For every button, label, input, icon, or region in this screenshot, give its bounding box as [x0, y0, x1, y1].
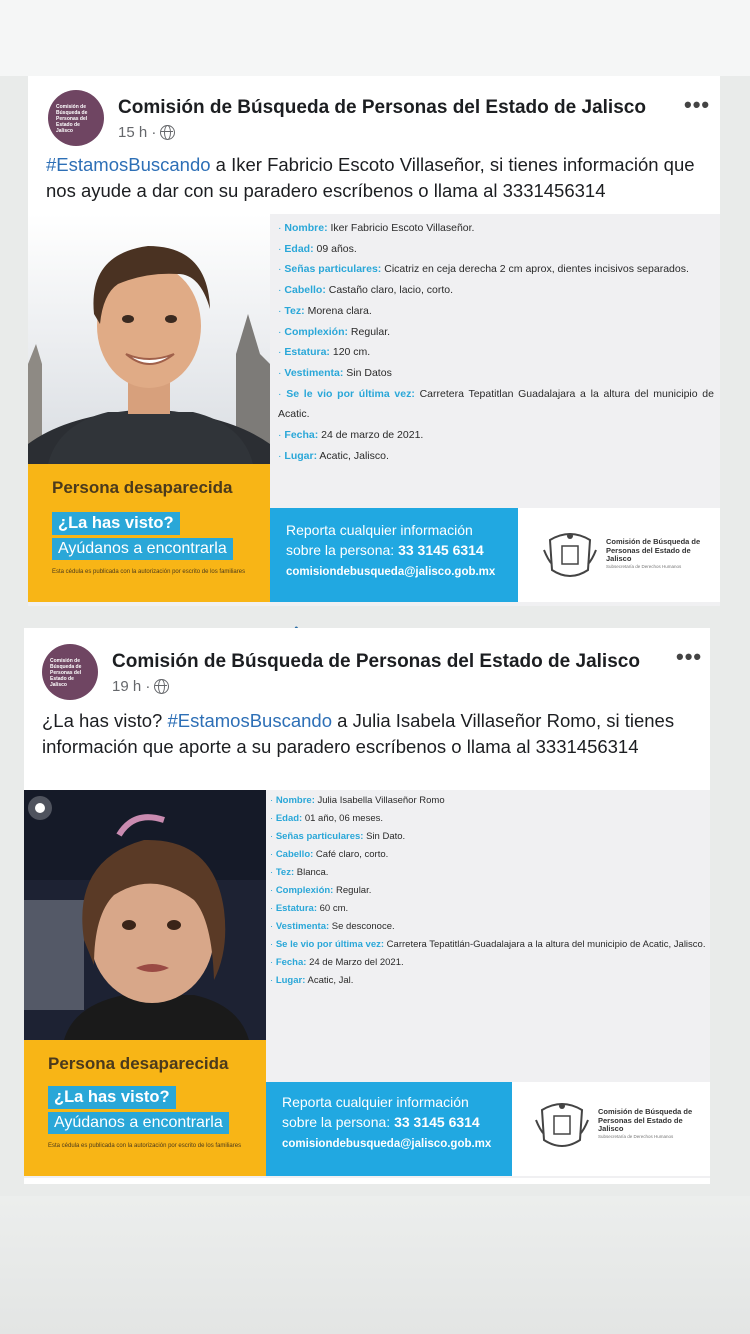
- detail-row: · Fecha: 24 de marzo de 2021.: [278, 429, 424, 442]
- logo-box: [512, 1082, 710, 1176]
- detail-row: · Se le vio por última vez: Carretera Tepatitlán-Guadalajara a la altura del municipio de Acatic, Jalisco.: [270, 939, 706, 950]
- post-text: [46, 152, 716, 204]
- globe-icon: [154, 679, 169, 694]
- person-photo: [28, 214, 270, 464]
- missing-banner: [28, 464, 270, 602]
- detail-row: · Se le vio por última vez: Carretera Tepatitlan Guadalajara a la altura del municipio de Acatic.: [278, 387, 714, 421]
- detail-row: · Tez: Morena clara.: [278, 304, 372, 317]
- detail-row: · Complexión: Regular.: [270, 885, 372, 896]
- report-line: Reporta cualquier información: [286, 522, 473, 538]
- question-label: ¿La has visto?: [48, 1086, 176, 1109]
- detail-row: · Vestimenta: Sin Datos: [278, 366, 392, 379]
- help-label: Ayúdanos a encontrarla: [52, 538, 233, 560]
- globe-icon: [160, 125, 175, 140]
- report-phone-line: sobre la persona: 33 3145 6314: [282, 1114, 480, 1130]
- missing-title: Persona desaparecida: [48, 1054, 229, 1073]
- detail-row: · Edad: 09 años.: [278, 242, 357, 255]
- detail-row: · Nombre: Julia Isabella Villaseñor Romo: [270, 795, 445, 806]
- report-box: [266, 1082, 512, 1176]
- post-meta: [118, 124, 175, 141]
- avatar-text: Comisión de Búsqueda de Personas del Estado de Jalisco: [50, 658, 82, 688]
- detail-row: · Lugar: Acatic, Jalisco.: [278, 449, 389, 462]
- detail-row: · Cabello: Café claro, corto.: [270, 849, 389, 860]
- report-phone-line: sobre la persona: 33 3145 6314: [286, 542, 484, 558]
- post-text-prefix: ¿La has visto?: [42, 710, 168, 731]
- missing-person-poster[interactable]: [24, 790, 710, 1178]
- more-options-icon[interactable]: •••: [676, 644, 703, 669]
- detail-row: · Señas particulares: Sin Dato.: [270, 831, 406, 842]
- report-line: Reporta cualquier información: [282, 1094, 469, 1110]
- person-details: [270, 792, 706, 990]
- post-card: [28, 76, 720, 606]
- report-phone[interactable]: 33 3145 6314: [398, 542, 484, 558]
- post-meta: [112, 678, 169, 695]
- help-label: Ayúdanos a encontrarla: [48, 1112, 229, 1134]
- page-avatar[interactable]: [48, 90, 104, 146]
- detail-row: · Estatura: 120 cm.: [278, 346, 371, 359]
- detail-row: · Fecha: 24 de Marzo del 2021.: [270, 957, 404, 968]
- missing-person-poster[interactable]: [28, 214, 720, 606]
- post-card: [24, 628, 710, 1184]
- avatar-text: Comisión de Búsqueda de Personas del Estado de Jalisco: [56, 104, 88, 134]
- report-email[interactable]: comisiondebusqueda@jalisco.gob.mx: [286, 566, 496, 578]
- page-avatar[interactable]: [42, 644, 98, 700]
- background: [0, 1196, 750, 1334]
- fine-print: Esta cédula es publicada con la autorización por escrito de los familiares: [52, 569, 246, 575]
- page-name[interactable]: Comisión de Búsqueda de Personas del Estado de Jalisco: [118, 97, 646, 118]
- detail-row: · Complexión: Regular.: [278, 325, 391, 338]
- logo-text: Comisión de Búsqueda de Personas del Estado de Jalisco Subsecretaría de Derechos Humanos: [598, 1107, 693, 1139]
- logo-box: [518, 508, 720, 602]
- hashtag-link[interactable]: #EstamosBuscando: [46, 154, 211, 175]
- more-options-icon[interactable]: •••: [684, 92, 711, 117]
- detail-row: · Señas particulares: Cicatriz en ceja derecha 2 cm aprox, dientes incisivos separados.: [278, 263, 689, 276]
- fine-print: Esta cédula es publicada con la autorización por escrito de los familiares: [48, 1143, 242, 1149]
- status-area: [0, 0, 750, 76]
- post-text-body: a Julia Isabela Villaseñor Romo, si tienes información que aporte a su paradero escríbenos o llama al 3331456314: [42, 710, 675, 757]
- detail-row: · Lugar: Acatic, Jal.: [270, 975, 354, 986]
- report-email[interactable]: comisiondebusqueda@jalisco.gob.mx: [282, 1138, 492, 1150]
- page-name[interactable]: Comisión de Búsqueda de Personas del Estado de Jalisco: [112, 651, 640, 672]
- person-details: [278, 218, 714, 466]
- post-time[interactable]: 15 h ·: [118, 124, 157, 141]
- missing-banner: [24, 1040, 266, 1176]
- missing-title: Persona desaparecida: [52, 478, 233, 497]
- person-photo: [24, 790, 266, 1040]
- detail-row: · Vestimenta: Se desconoce.: [270, 921, 395, 932]
- detail-row: · Nombre: Iker Fabricio Escoto Villaseñor.: [278, 222, 475, 234]
- logo-text: Comisión de Búsqueda de Personas del Estado de Jalisco Subsecretaría de Derechos Humanos: [606, 537, 701, 569]
- hashtag-link[interactable]: #EstamosBuscando: [167, 710, 332, 731]
- report-box: [270, 508, 518, 602]
- jalisco-seal-icon: [542, 530, 598, 582]
- detail-row: · Estatura: 60 cm.: [270, 903, 349, 914]
- detail-row: · Cabello: Castaño claro, lacio, corto.: [278, 284, 454, 297]
- post-time[interactable]: 19 h ·: [112, 678, 151, 695]
- post-text: [42, 708, 682, 760]
- detail-row: · Tez: Blanca.: [270, 867, 329, 878]
- post-text-body: a Iker Fabricio Escoto Villaseñor, si tienes información que nos ayude a dar con su paradero escríbenos o llama al 3331456314: [46, 154, 695, 201]
- report-phone[interactable]: 33 3145 6314: [394, 1114, 480, 1130]
- detail-row: · Edad: 01 año, 06 meses.: [270, 813, 384, 824]
- jalisco-seal-icon: [534, 1100, 590, 1152]
- question-label: ¿La has visto?: [52, 512, 180, 535]
